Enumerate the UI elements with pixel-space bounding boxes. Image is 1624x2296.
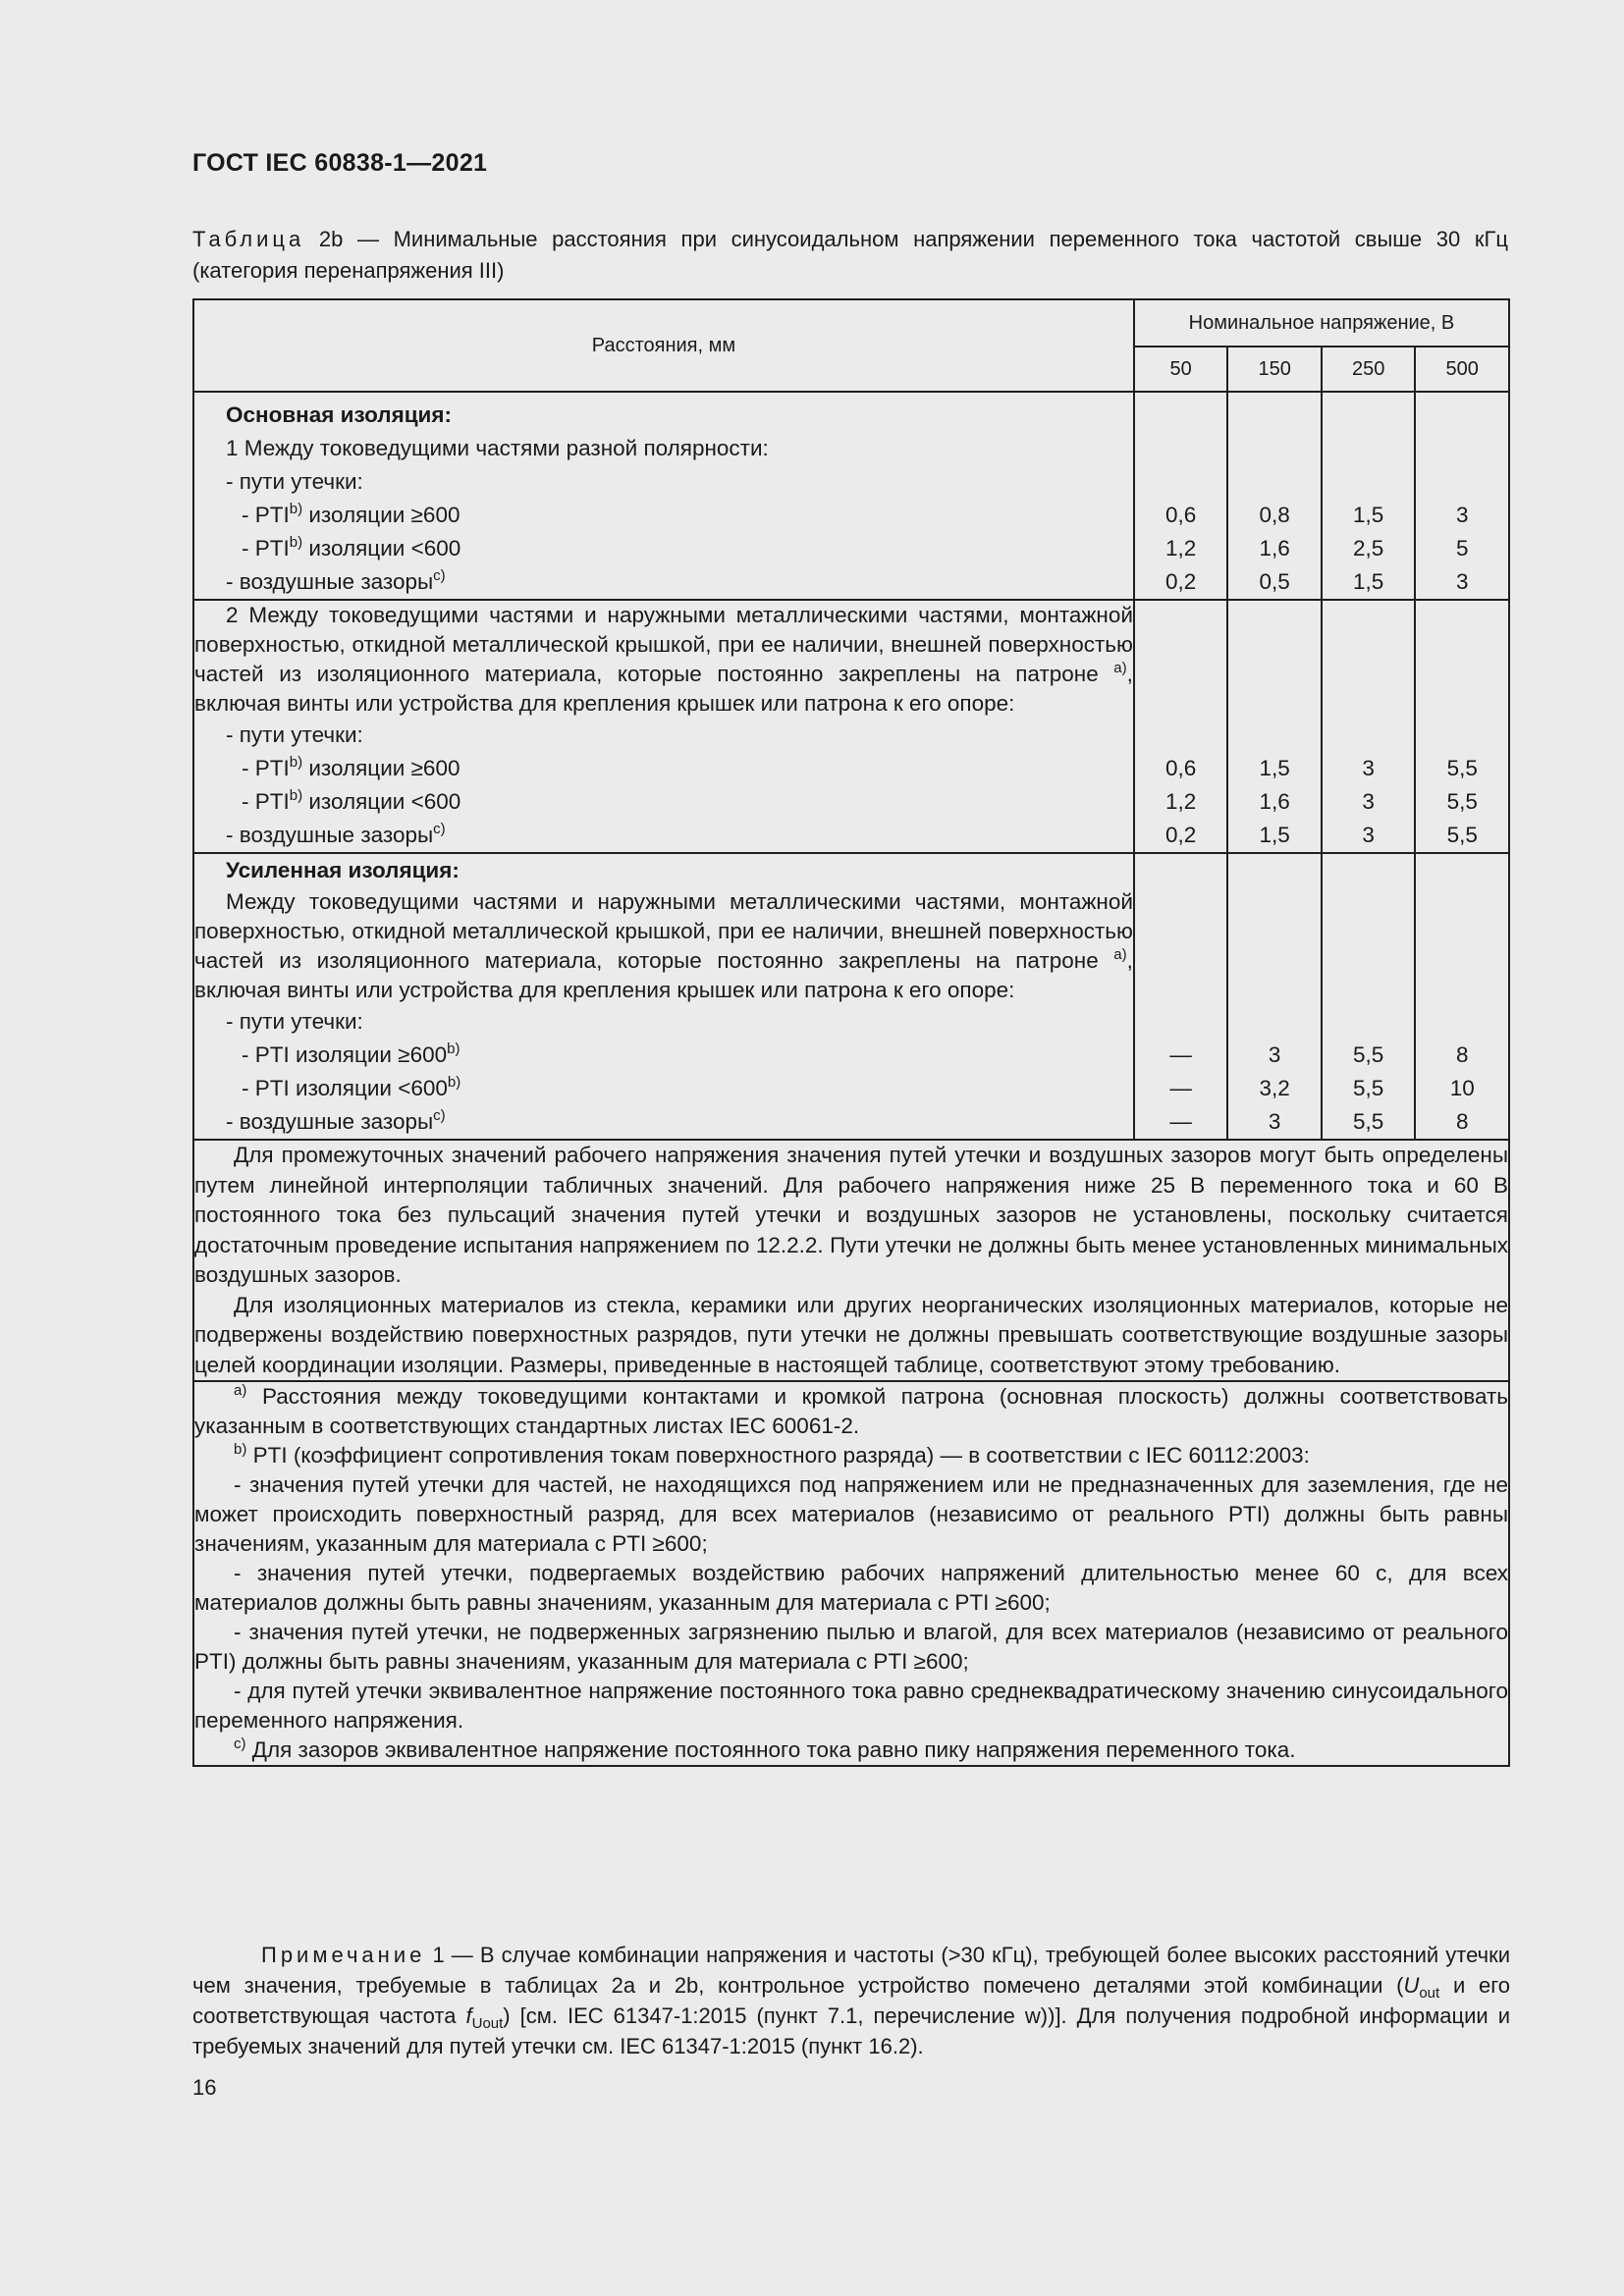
footnote-b-item: - значения путей утечки, подвергаемых воздействию рабочих напряжений длительностью менее 60 с, для всех материалов должны быть равны значениям, указанным для материала с PTI ≥600; — [194, 1561, 1508, 1615]
values-150: 3 3,2 3 — [1227, 853, 1322, 1140]
row-text: - воздушные зазоры$^{c)}$ — [226, 567, 446, 594]
row-text: - пути утечки: — [226, 722, 363, 747]
footnote-b-item: - для путей утечки эквивалентное напряжение постоянного тока равно среднеквадратическому значению синусоидального переменного напряжения. — [194, 1679, 1508, 1733]
note-paragraph: Примечание 1 — В случае комбинации напряжения и частоты (>30 кГц), требующей более высоких расстояний утечки чем значения, требуемые в таблицах 2а и 2b, контрольное устройство помечено деталями этой комбинации ($U_{out}$ и его соответствующая частота $f_{Uout}$) [см. IEC 61347-1:2015 (пункт 7.1, перечисление w))]. Для получения подробной информации и требуемых значений для путей утечки см. IEC 61347-1:2015 (пункт 16.2). — [192, 1943, 1510, 2058]
row-text: - PTI$^{b)}$ изоляции ≥600 — [242, 501, 460, 527]
row-text: - пути утечки: — [226, 469, 363, 494]
voltage-250: 250 — [1322, 347, 1416, 392]
values-50: 0,6 1,2 0,2 — [1134, 392, 1228, 600]
row-text: - PTI изоляции $\ge 600^{b)}$ — [242, 1041, 460, 1067]
voltage-50: 50 — [1134, 347, 1228, 392]
footnote-b-item: - значения путей утечки для частей, не находящихся под напряжением или не предназначенных для заземления, где не может происходить поверхностный разряд, для всех материалов (независимо от реального PTI) должны быть равны значениям, указанным для материала с PTI ≥600; — [194, 1472, 1508, 1556]
explanation-paragraph: Для промежуточных значений рабочего напряжения значения путей утечки и воздушных зазоров могут быть определены путем линейной интерполяции табличных значений. Для рабочего напряжения ниже 25 В переменного тока и 60 В постоянного тока без пульсаций значения путей утечки и воздушных зазоров не установлены, поскольку считается достаточным проведение испытания напряжением по 12.2.2. Пути утечки не должны быть менее установленных минимальных воздушных зазоров. — [194, 1143, 1508, 1287]
page-number: 16 — [192, 2075, 217, 2100]
table-caption — [192, 224, 1508, 287]
values-250: 3 3 3 — [1322, 600, 1416, 853]
section-title-basic: Основная изоляция: — [226, 402, 453, 427]
section-title-reinforced: Усиленная изоляция: — [226, 858, 460, 882]
footnote-b: $^{b)}$ PTI (коэффициент сопротивления токам поверхностного разряда) — в соответствии с IEC 60112:2003: — [234, 1441, 1310, 1468]
document-header: ГОСТ IEC 60838-1—2021 — [192, 149, 488, 177]
row-text: 2 Между токоведущими частями и наружными металлическими частями, монтажной поверхностью, откидной металлической крышкой, при ее наличии, внешней поверхностью частей из изоляционного материала, которые постоянно закреплены на патроне $^{a)}$, включая винты или устройства для крепления крышек или патрона к его опоре: — [194, 603, 1133, 716]
row-text: - PTI$^{b)}$ изоляции <600 — [242, 787, 461, 814]
footnote-c: $^{c)}$ Для зазоров эквивалентное напряжение постоянного тока равно пику напряжения переменного тока. — [234, 1735, 1296, 1762]
table-row-explanation — [193, 1140, 1509, 1381]
row-text: - воздушные зазоры$^{c)}$ — [226, 821, 446, 847]
values-50: 0,6 1,2 0,2 — [1134, 600, 1228, 853]
col-header-voltage: Номинальное напряжение, В — [1134, 299, 1509, 347]
values-500: 5,5 5,5 5,5 — [1415, 600, 1509, 853]
footnote-a: $^{a)}$ Расстояния между токоведущими контактами и кромкой патрона (основная плоскость) должны соответствовать указанным в соответствующих стандартных листах IEC 60061-2. — [194, 1382, 1508, 1438]
table-row-footnotes — [193, 1381, 1509, 1766]
distances-table — [192, 298, 1510, 1767]
caption-text: 2b — Минимальные расстояния при синусоидальном напряжении переменного тока частотой свыше 30 кГц (категория перенапряжения III) — [192, 227, 1508, 283]
values-150: 1,5 1,6 1,5 — [1227, 600, 1322, 853]
row-text: - воздушные зазоры$^{c)}$ — [226, 1107, 446, 1134]
values-500: 8 10 8 — [1415, 853, 1509, 1140]
values-250: 5,5 5,5 5,5 — [1322, 853, 1416, 1140]
col-header-distances: Расстояния, мм — [193, 299, 1134, 392]
explanation-paragraph: Для изоляционных материалов из стекла, керамики или других неорганических изоляционных материалов, которые не подвержены воздействию поверхностных разрядов, пути утечки не должны превышать соответствующие воздушные зазоры целей координации изоляции. Размеры, приведенные в настоящей таблице, соответствуют этому требованию. — [194, 1292, 1508, 1377]
footnote-b-item: - значения путей утечки, не подверженных загрязнению пылью и влагой, для всех материалов (независимо от реального PTI) должны быть равны значениям, указанным для материала с PTI ≥600; — [194, 1620, 1508, 1674]
caption-prefix: Таблица — [192, 227, 305, 251]
table-row-basic-2 — [193, 600, 1509, 853]
table-row-reinforced — [193, 853, 1509, 1140]
table-row-basic-1 — [193, 392, 1509, 600]
row-text: - пути утечки: — [226, 1009, 363, 1034]
values-500: 3 5 3 — [1415, 392, 1509, 600]
row-text: - PTI$^{b)}$ изоляции ≥600 — [242, 754, 460, 780]
row-text: 1 Между токоведущими частями разной полярности: — [226, 436, 769, 460]
row-text: - PTI изоляции $<600^{b)}$ — [242, 1074, 461, 1100]
voltage-150: 150 — [1227, 347, 1322, 392]
values-150: 0,8 1,6 0,5 — [1227, 392, 1322, 600]
note-prefix: Примечание — [261, 1943, 426, 1967]
voltage-500: 500 — [1415, 347, 1509, 392]
row-text: Между токоведущими частями и наружными металлическими частями, монтажной поверхностью, откидной металлической крышкой, при ее наличии, внешней поверхностью частей из изоляционного материала, которые постоянно закреплены на патроне $^{a)}$, включая винты или устройства для крепления крышек или патрона к его опоре: — [194, 889, 1133, 1002]
row-text: - PTI$^{b)}$ изоляции <600 — [242, 534, 461, 561]
values-50: — — — — [1134, 853, 1228, 1140]
values-250: 1,5 2,5 1,5 — [1322, 392, 1416, 600]
